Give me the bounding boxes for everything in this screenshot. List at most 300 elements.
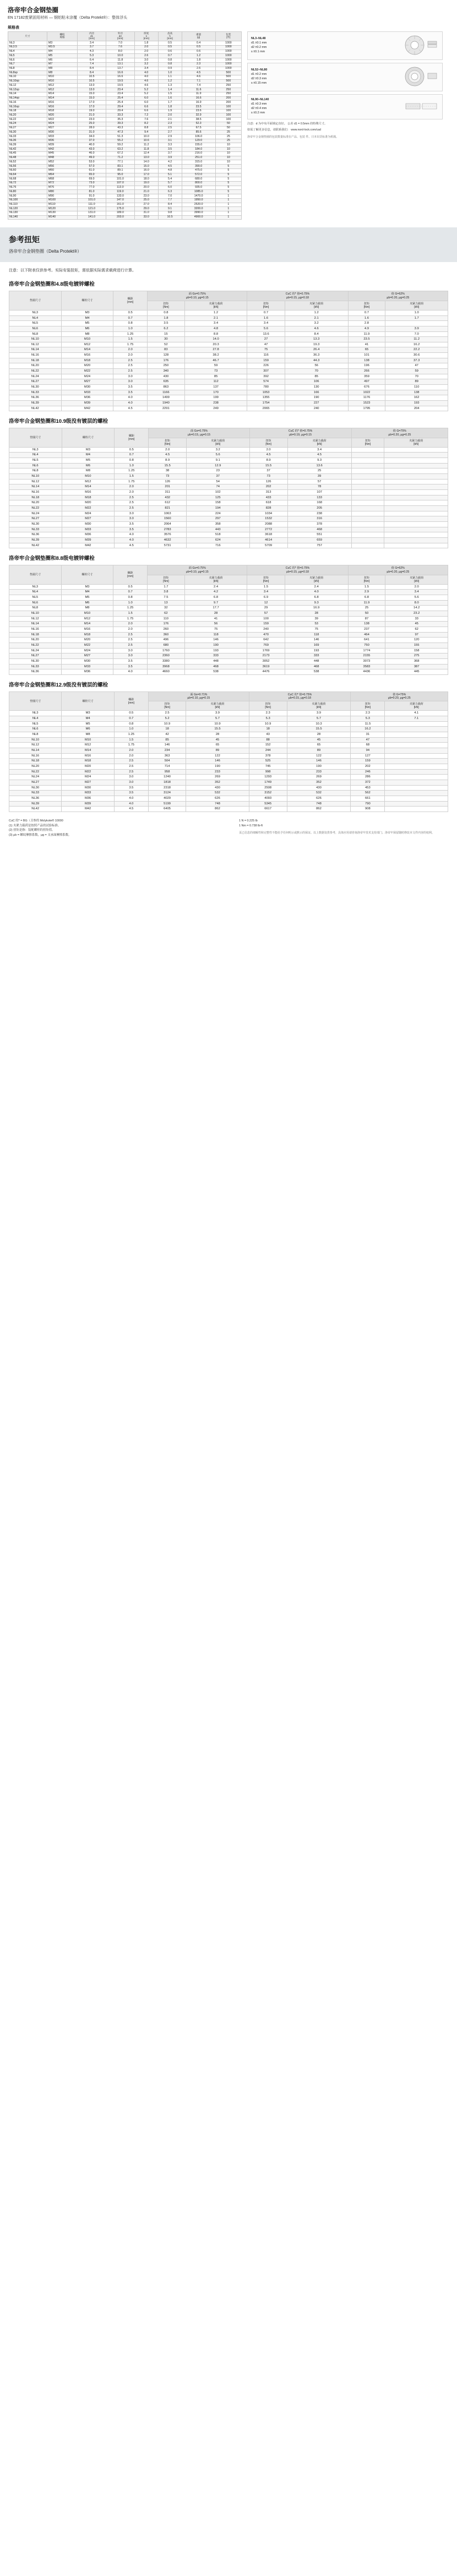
- spec-cell: M80: [47, 190, 78, 194]
- spec-cell: 23.5: [182, 105, 215, 110]
- torque-cell: 624: [186, 537, 249, 543]
- torque-cell: 6.8: [184, 595, 247, 601]
- torque-table-title: 洛帝牢合金钢垫圈和12.9级没有镀层的螺栓: [9, 682, 108, 688]
- torque-cell: 286: [351, 775, 385, 780]
- torque-tables-container: [0, 274, 457, 812]
- torque-cell: [385, 732, 448, 738]
- spec-cell: M39: [47, 143, 78, 148]
- torque-cell: 3.9: [287, 711, 351, 716]
- torque-group-header: CuC 的* 值=0.75% μb=0.15, μg=0.18: [249, 691, 351, 701]
- contact-note[interactable]: 如需了解更多信息，请联系我们： www.nord-lock.com/cad: [247, 128, 322, 132]
- torque-cell: 3152: [249, 791, 287, 796]
- spec-cell: 5: [215, 177, 241, 182]
- spec-table-wrapper: [8, 31, 242, 220]
- spec-cell: 4.2: [158, 160, 182, 165]
- torque-cell: [351, 458, 384, 464]
- torque-cell: 41: [184, 616, 247, 622]
- spec-cell: 2.1: [158, 118, 182, 122]
- bolt-size-cell: M30: [62, 522, 115, 527]
- spec-cell: 2.9: [158, 135, 182, 139]
- spec-cell: 15.0: [134, 165, 158, 169]
- washer-serrated-icon: [404, 66, 439, 89]
- table-row: [9, 653, 448, 659]
- torque-cell: 15: [148, 331, 185, 337]
- torque-cell: 2.1: [285, 315, 348, 321]
- table-row: [8, 71, 242, 75]
- torque-cell: 7.0: [385, 331, 448, 337]
- washer-size-cell: NL16: [9, 627, 62, 633]
- spec-cell: 57.0: [78, 165, 106, 169]
- spec-cell: 250: [215, 84, 241, 88]
- washer-size-cell: NL6: [9, 463, 62, 469]
- spec-table-body: [8, 41, 242, 220]
- torque-cell: 23.5: [348, 337, 385, 342]
- spec-size-cell: NL90: [8, 194, 47, 199]
- table-row: [9, 796, 448, 801]
- spec-cell: 5.4: [158, 177, 182, 182]
- spec-cell: 25.4: [106, 101, 134, 105]
- spec-cell: 7.7: [158, 198, 182, 203]
- washer-size-cell: NL27: [9, 653, 62, 659]
- torque-cell: 3.0: [113, 374, 148, 379]
- torque-cell: 525: [249, 759, 287, 764]
- table-row: [9, 326, 448, 331]
- torque-group-header: 垫圈尺寸: [9, 291, 62, 310]
- torque-cell: 4.0: [113, 395, 148, 401]
- torque-cell: 3.0: [115, 516, 149, 522]
- torque-group-header: 螺距 [mm]: [115, 428, 149, 447]
- torque-cell: 2.5: [113, 369, 148, 374]
- torque-cell: 47: [351, 737, 385, 743]
- torque-cell: 757: [287, 543, 351, 548]
- torque-cell: 238: [184, 401, 247, 406]
- torque-cell: 448: [285, 658, 348, 664]
- torque-group-header: CuC 的* 值=0.75% μb=0.19, μg=0.15: [249, 428, 351, 438]
- torque-cell: 33: [385, 616, 448, 622]
- spec-cell: 19.0: [78, 109, 106, 113]
- spec-cell: 8.2: [134, 122, 158, 126]
- spec-cell: 1000: [215, 54, 241, 58]
- spec-cell: 0.5: [158, 45, 182, 50]
- spec-cell: 29.4: [106, 105, 134, 110]
- spec-size-cell: NL8sp: [8, 71, 47, 75]
- spec-cell: 3.7: [78, 45, 106, 50]
- spec-cell: 1000: [215, 45, 241, 50]
- torque-cell: 2.8: [348, 321, 385, 326]
- spec-cell: 1.7: [158, 101, 182, 105]
- torque-cell: [384, 474, 448, 480]
- torque-cell: 6405: [148, 807, 186, 812]
- torque-cell: 130: [285, 385, 348, 390]
- bolt-size-cell: M4: [62, 453, 115, 458]
- bolt-size-cell: M22: [62, 506, 115, 511]
- torque-cell: 496: [148, 638, 185, 643]
- spec-cell: 16.6: [182, 96, 215, 101]
- figure-3-text: NL90–NL140 d1 ±0.3 mm d2 ±0.4 mm s ±0.2 mm: [251, 98, 269, 115]
- torque-cell: [384, 447, 448, 453]
- bolt-size-cell: M10: [62, 474, 115, 480]
- bolt-size-cell: M22: [61, 642, 113, 648]
- table-row: [9, 759, 448, 764]
- torque-cell: 27.8: [184, 347, 247, 353]
- torque-sub-header: 夹紧力载荷 [kN]: [385, 701, 448, 711]
- table-row: [9, 347, 448, 353]
- torque-cell: 0.5: [114, 711, 148, 716]
- torque-cell: [384, 463, 448, 469]
- washer-size-cell: NL12: [9, 743, 62, 748]
- washer-size-cell: NL27: [9, 780, 62, 785]
- torque-cell: 152: [249, 743, 287, 748]
- torque-sub-header: 夹紧力载荷 [kN]: [287, 701, 351, 711]
- washer-size-cell: NL33: [9, 527, 62, 532]
- bolt-size-cell: M14: [62, 484, 115, 490]
- spec-cell: 3.2: [134, 62, 158, 67]
- torque-cell: 3618: [249, 532, 287, 538]
- torque-cell: 2.4: [184, 584, 247, 590]
- spec-cell: 69.0: [78, 177, 106, 182]
- torque-sub-header: 夹紧力载荷 [kN]: [186, 438, 249, 447]
- spec-size-cell: NL56: [8, 165, 47, 169]
- torque-cell: 4.9: [348, 326, 385, 331]
- bolt-size-cell: M24: [61, 648, 113, 653]
- torque-cell: 233: [186, 769, 249, 775]
- bolt-size-cell: M12: [61, 342, 113, 347]
- torque-cell: [351, 479, 384, 484]
- torque-cell: 6.2: [148, 326, 185, 331]
- torque-cell: 137: [184, 385, 247, 390]
- torque-sub-header: 夹紧力载荷 [kN]: [385, 301, 448, 310]
- table-row: [8, 186, 242, 190]
- torque-cell: [351, 537, 384, 543]
- torque-cell: 1053: [247, 390, 285, 395]
- torque-cell: 73: [249, 474, 287, 480]
- spec-table: [8, 31, 242, 220]
- spec-cell: 23.0: [78, 118, 106, 122]
- spec-cell: M130: [47, 211, 78, 215]
- torque-cell: 15.5: [149, 463, 186, 469]
- spec-cell: 216.0: [182, 151, 215, 156]
- washer-size-cell: NL22: [9, 369, 62, 374]
- spec-cell: M14: [47, 96, 78, 101]
- torque-cell: 538: [184, 669, 247, 675]
- torque-cell: [384, 469, 448, 474]
- torque-cell: [351, 495, 384, 500]
- torque-cell: 8.9: [249, 458, 287, 464]
- torque-cell: 1293: [249, 775, 287, 780]
- torque-cell: 2.1: [184, 315, 247, 321]
- torque-cell: 468: [285, 664, 348, 669]
- torque-cell: 9.7: [184, 600, 247, 606]
- table-row: [9, 600, 448, 606]
- torque-cell: 1063: [149, 511, 186, 516]
- torque-sub-header: 夹紧力载荷 [kN]: [285, 575, 348, 584]
- torque-cell: 146: [186, 759, 249, 764]
- spec-col-header: 内径 d1 [mm]: [78, 31, 106, 41]
- spec-col-header: 尺寸: [8, 31, 47, 41]
- table-row: [9, 732, 448, 738]
- torque-sub-header: 夹紧力载荷 [kN]: [385, 575, 448, 584]
- washer-size-cell: NL12: [9, 342, 62, 347]
- figure-nl52-nl80: [247, 63, 443, 91]
- torque-cell: 333: [285, 653, 348, 659]
- torque-cell: 193: [285, 648, 348, 653]
- spec-cell: 1000: [215, 50, 241, 54]
- torque-cell: 4.5: [113, 406, 148, 411]
- spec-cell: 133.0: [106, 194, 134, 199]
- torque-cell: 1754: [247, 401, 285, 406]
- spec-cell: 19.0: [134, 181, 158, 186]
- torque-cell: 1034: [249, 511, 287, 516]
- spec-cell: 35.3: [106, 118, 134, 122]
- spec-cell: 100: [215, 109, 241, 113]
- torque-cell: 430: [186, 785, 249, 791]
- torque-subtitle: 洛帝牢合金钢垫圈（Delta Protekt®）: [9, 249, 82, 254]
- torque-cell: 538: [285, 669, 348, 675]
- torque-cell: 908: [351, 807, 385, 812]
- torque-cell: [351, 506, 384, 511]
- table-row: [9, 527, 448, 532]
- table-row: [9, 764, 448, 769]
- torque-cell: 7.1: [385, 716, 448, 722]
- table-row: [9, 379, 448, 385]
- washer-size-cell: NL36: [9, 669, 62, 675]
- torque-cell: 1.6: [348, 315, 385, 321]
- torque-cell: 59: [385, 369, 448, 374]
- torque-cell: [351, 543, 384, 548]
- bolt-size-cell: M24: [62, 511, 115, 516]
- torque-cell: 85: [285, 374, 348, 379]
- washer-size-cell: NL22: [9, 642, 62, 648]
- table-row: [8, 45, 242, 50]
- table-row: [9, 590, 448, 595]
- spec-cell: 475.0: [182, 168, 215, 173]
- torque-cell: 75: [285, 627, 348, 633]
- spec-cell: 38.5: [182, 118, 215, 122]
- spec-size-cell: NL42: [8, 148, 47, 152]
- spec-cell: M120: [47, 207, 78, 211]
- torque-cell: 3.0: [114, 775, 148, 780]
- table-row: [9, 638, 448, 643]
- washer-section-icon: [404, 97, 439, 117]
- torque-cell: 340: [148, 369, 185, 374]
- torque-cell: 32: [148, 606, 185, 611]
- spec-cell: 1000: [215, 58, 241, 63]
- spec-cell: 5.2: [134, 88, 158, 92]
- torque-cell: [385, 780, 448, 785]
- table-row: [9, 321, 448, 326]
- spec-cell: 111.0: [78, 203, 106, 207]
- torque-cell: 468: [287, 527, 351, 532]
- torque-group-header: 值 G=75% μb=0.20, μg=0.25: [351, 691, 448, 701]
- torque-cell: [384, 495, 448, 500]
- table-row: [8, 143, 242, 148]
- table-row: [9, 458, 448, 464]
- spec-cell: M6: [47, 58, 78, 63]
- torque-cell: 0.5: [113, 310, 148, 315]
- spec-cell: 13.0: [78, 84, 106, 88]
- table-row: [9, 401, 448, 406]
- washer-size-cell: NL20: [9, 638, 62, 643]
- bolt-size-cell: M16: [61, 353, 113, 358]
- torque-group-header: 螺栓尺寸: [62, 428, 115, 447]
- torque-cell: 146: [285, 638, 348, 643]
- torque-cell: 574: [247, 379, 285, 385]
- torque-cell: 4.0: [114, 796, 148, 801]
- torque-sub-header: 扭矩 [Nm]: [249, 438, 287, 447]
- torque-cell: 3380: [148, 658, 185, 664]
- torque-group-header: 垫圈尺寸: [9, 565, 62, 584]
- torque-cell: 1.7: [148, 584, 185, 590]
- torque-cell: 3.4: [247, 321, 285, 326]
- bolt-size-cell: M10: [61, 337, 113, 342]
- spec-size-cell: NL7: [8, 62, 47, 67]
- page-footer: [0, 812, 457, 847]
- spec-cell: 2.7: [158, 130, 182, 135]
- torque-cell: 714: [148, 764, 186, 769]
- torque-cell: 196: [348, 363, 385, 369]
- washer-size-cell: NL8: [9, 606, 62, 611]
- table-row: [8, 41, 242, 46]
- spec-cell: 2.0: [158, 113, 182, 118]
- spec-cell: 251.0: [182, 156, 215, 160]
- torque-cell: 107: [287, 490, 351, 495]
- bolt-size-cell: M14: [61, 622, 113, 627]
- spec-cell: 147.0: [106, 198, 134, 203]
- spec-cell: 10.5: [158, 215, 182, 220]
- washer-size-cell: NL4: [9, 590, 62, 595]
- spec-cell: 91.0: [78, 194, 106, 199]
- torque-cell: 1.5: [115, 474, 149, 480]
- torque-cell: 22.2: [385, 347, 448, 353]
- washer-size-cell: NL24: [9, 374, 62, 379]
- bolt-size-cell: M27: [62, 516, 115, 522]
- torque-cell: 37: [249, 469, 287, 474]
- torque-cell: 6.8: [348, 595, 385, 601]
- spec-table-head: [8, 31, 242, 41]
- torque-sub-header: 夹紧力载荷 [kN]: [184, 575, 247, 584]
- torque-cell: 11.9: [348, 331, 385, 337]
- spec-cell: 1.2: [182, 54, 215, 58]
- torque-cell: 2.4: [285, 584, 348, 590]
- table-row: [9, 648, 448, 653]
- bolt-size-cell: M42: [62, 807, 114, 812]
- spec-cell: 1.9: [158, 109, 182, 113]
- table-row: [9, 406, 448, 411]
- torque-cell: [385, 764, 448, 769]
- spec-cell: M36: [47, 139, 78, 143]
- figures-column: [247, 31, 443, 140]
- bolt-size-cell: M5: [62, 458, 115, 464]
- washer-size-cell: NL33: [9, 390, 62, 395]
- torque-cell: 122: [287, 753, 351, 759]
- spec-cell: 1085.0: [182, 190, 215, 194]
- torque-cell: 1240: [148, 775, 186, 780]
- spec-cell: 16.9: [182, 101, 215, 105]
- torque-cell: 3.9: [186, 711, 249, 716]
- table-row: [8, 194, 242, 199]
- torque-cell: 360: [148, 632, 185, 638]
- torque-table-section: [0, 548, 457, 675]
- spec-cell: 9.8: [158, 211, 182, 215]
- torque-cell: 102: [186, 490, 249, 495]
- washer-size-cell: NL4: [9, 453, 62, 458]
- torque-cell: [351, 522, 384, 527]
- spec-cell: 17.0: [134, 173, 158, 177]
- torque-cell: [385, 796, 448, 801]
- spec-size-cell: NL140: [8, 215, 47, 220]
- torque-cell: 18: [148, 727, 186, 732]
- torque-cell: 8.0: [385, 600, 448, 606]
- washer-size-cell: NL16: [9, 353, 62, 358]
- bolt-size-cell: M39: [62, 801, 114, 807]
- spec-cell: 31.0: [78, 130, 106, 135]
- torque-cell: 38: [149, 469, 186, 474]
- bolt-size-cell: M6: [61, 326, 113, 331]
- bolt-size-cell: M36: [62, 532, 115, 538]
- washer-size-cell: NL20: [9, 764, 62, 769]
- spec-section: [0, 0, 457, 220]
- torque-table: [9, 428, 448, 548]
- torque-cell: 2.0: [113, 627, 148, 633]
- spec-cell: 3200.0: [182, 207, 215, 211]
- torque-sub-header: 扭矩 [Nm]: [247, 575, 285, 584]
- washer-size-cell: NL27: [9, 516, 62, 522]
- table-row: [9, 363, 448, 369]
- torque-cell: 1.5: [247, 584, 285, 590]
- table-row: [8, 207, 242, 211]
- table-row: [9, 474, 448, 480]
- torque-cell: 1.0: [385, 310, 448, 315]
- torque-cell: 122: [186, 753, 249, 759]
- bolt-size-cell: M33: [62, 527, 115, 532]
- table-row: [8, 62, 242, 67]
- torque-cell: 19.3: [285, 342, 348, 347]
- bolt-size-cell: M16: [61, 627, 113, 633]
- table-row: [8, 113, 242, 118]
- torque-cell: 41: [348, 342, 385, 347]
- torque-cell: 497: [348, 379, 385, 385]
- spec-cell: 6.0: [134, 96, 158, 101]
- washer-size-cell: NL8: [9, 331, 62, 337]
- bolt-size-cell: M36: [61, 395, 113, 401]
- torque-cell: 0.8: [114, 721, 148, 727]
- spec-cell: 121.0: [78, 207, 106, 211]
- spec-cell: 4.0: [134, 75, 158, 79]
- spec-cell: 175.0: [106, 207, 134, 211]
- spec-cell: 25.0: [134, 198, 158, 203]
- spec-cell: 3.5: [158, 148, 182, 152]
- spec-cell: 129.0: [182, 139, 215, 143]
- torque-group-header-row: [9, 565, 448, 575]
- torque-cell: 4.8: [184, 326, 247, 331]
- torque-cell: 4.5: [114, 807, 148, 812]
- torque-cell: 1.0: [115, 463, 149, 469]
- torque-cell: 85: [184, 374, 247, 379]
- torque-cell: 14.2: [385, 606, 448, 611]
- torque-table-head: [9, 428, 448, 447]
- spec-cell: 1.5: [158, 92, 182, 96]
- table-row: [8, 88, 242, 92]
- torque-cell: 190: [285, 395, 348, 401]
- bolt-size-cell: M27: [62, 780, 114, 785]
- spec-cell: 10: [215, 143, 241, 148]
- spec-cell: M12: [47, 84, 78, 88]
- table-row: [9, 385, 448, 390]
- torque-cell: 226: [247, 363, 285, 369]
- torque-cell: 3073: [348, 658, 385, 664]
- table-row: [8, 75, 242, 79]
- torque-cell: 4436: [348, 669, 385, 675]
